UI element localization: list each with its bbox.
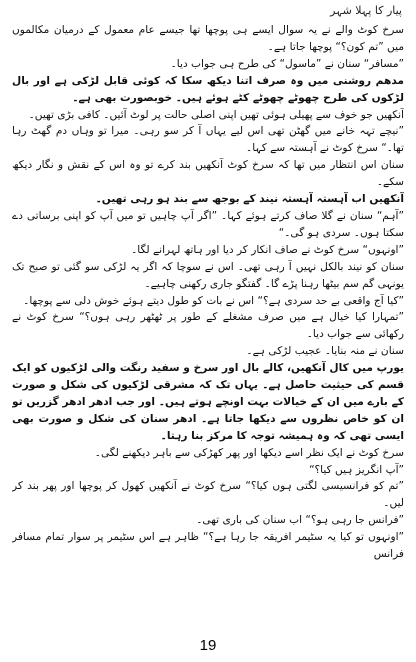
- paragraph: ”اونہوں“ سرخ کوٹ نے صاف انکار کر دیا اور ہاتھ لہرانے لگا۔: [131, 243, 404, 256]
- paragraph: ”مسافر“ سنان نے ”ماسول“ کی طرح ہی جواب دیا۔: [170, 57, 404, 70]
- paragraph: آنکھیں اب آہستہ آہستہ نیند کے بوجھ سے بند ہو رہی تھیں۔: [95, 193, 404, 206]
- page-number: 19: [199, 637, 217, 654]
- paragraph: سنان کو نیند بالکل نہیں آ رہی تھی۔ اس نے سوچا کہ اگر یہ لڑکی سو گئی تو صبح تک یونہی گم سم بیٹھا رہنا پڑے گا۔ گفتگو جاری رکھنی چاہیے۔: [12, 260, 404, 290]
- running-header: پیار کا پہلا شہر: [330, 4, 402, 17]
- paragraph: ”تم کو فرانسیسی لگتی ہوں کیا؟“ سرخ کوٹ نے آنکھیں کھول کر پوچھا اور پھر بند کر لیں۔: [12, 480, 404, 510]
- paragraph: ”فرانس جا رہی ہو؟“ اب سنان کی باری تھی۔: [196, 514, 404, 527]
- paragraph: ”آہم“ سنان نے گلا صاف کرتے ہوئے کہا۔ ”اگر آپ چاہیں تو میں آپ کو اپنی برساتی دے سکتا ہوں۔ سردی ہو گی۔“: [12, 209, 404, 239]
- paragraph: سرخ کوٹ والے نے یہ سوال ایسے ہی پوچھا تھا جیسے عام معمول کے درمیان مکالموں میں ”تم کون؟“ پوچھا جاتا ہے۔: [12, 24, 404, 53]
- paragraph: آنکھیں جو خوف سے پھیلی ہوئی تھیں اپنی اصلی حالت پر لوٹ آئیں۔ کافی بڑی تھیں۔: [28, 108, 404, 121]
- page-body-text: [12, 22, 404, 626]
- paragraph: ”آپ انگریز ہیں کیا؟“: [309, 463, 404, 476]
- paragraph: ”نیچے تہہ خانے میں گھٹن تھی اس لیے یہاں آ کر سو رہی۔ میرا تو وہاں دم گھٹ رہا تھا۔“ سرخ کوٹ نے آہستہ سے کہا۔: [12, 125, 404, 155]
- paragraph: مدھم روشنی میں وہ صرف اتنا دیکھ سکا کہ کوئی قابل لڑکی ہے اور بال لڑکوں کی طرح چھوٹے چھوٹے کٹے ہوئے ہیں۔ خوبصورت بھی ہے۔: [12, 74, 404, 104]
- paragraph: یورپ میں کال آنکھیں، کالے بال اور سرخ و سفید رنگت والی لڑکیوں کو ایک قسم کی حیثیت حاصل ہے۔ یہاں تک کہ مشرقی لڑکیوں کی شکل و صورت کے بارے میں ان کے خیالات بہت اونچے ہوتے ہیں۔ اور جب ادھر ادھر گزریں تو ان کو خاص نظروں سے دیکھا جاتا ہے۔ ادھر سنان کی شکل و صورت بھی ایسی تھی کہ وہ ہمیشہ توجہ کا مرکز بنا رہتا۔: [12, 362, 404, 442]
- paragraph: سرخ کوٹ نے ایک نظر اسے دیکھا اور پھر کھڑکی سے باہر دیکھنے لگی۔: [94, 446, 404, 459]
- paragraph: سنان اس انتظار میں تھا کہ سرخ کوٹ آنکھیں بند کرے تو وہ اس کے نقش و نگار دیکھ سکے۔: [12, 159, 404, 189]
- paragraph: ”اونہوں تو کیا یہ سٹیمر افریقہ جا رہا ہے؟“ ظاہر ہے اس سٹیمر پر سوار تمام مسافر فرانس: [12, 531, 404, 561]
- paragraph: سنان نے منہ بنایا۔ عجیب لڑکی ہے۔: [246, 345, 404, 358]
- paragraph: ”تمہارا کیا خیال ہے میں صرف مشغلے کے طور پر ٹھٹھر رہی ہوں؟“ سرخ کوٹ نے رکھائی سے جواب دیا۔: [12, 311, 404, 341]
- paragraph: ”کیا آج واقعی بے حد سردی ہے؟“ اس نے بات کو طول دیتے ہوئے خوش دلی سے پوچھا۔: [23, 294, 404, 307]
